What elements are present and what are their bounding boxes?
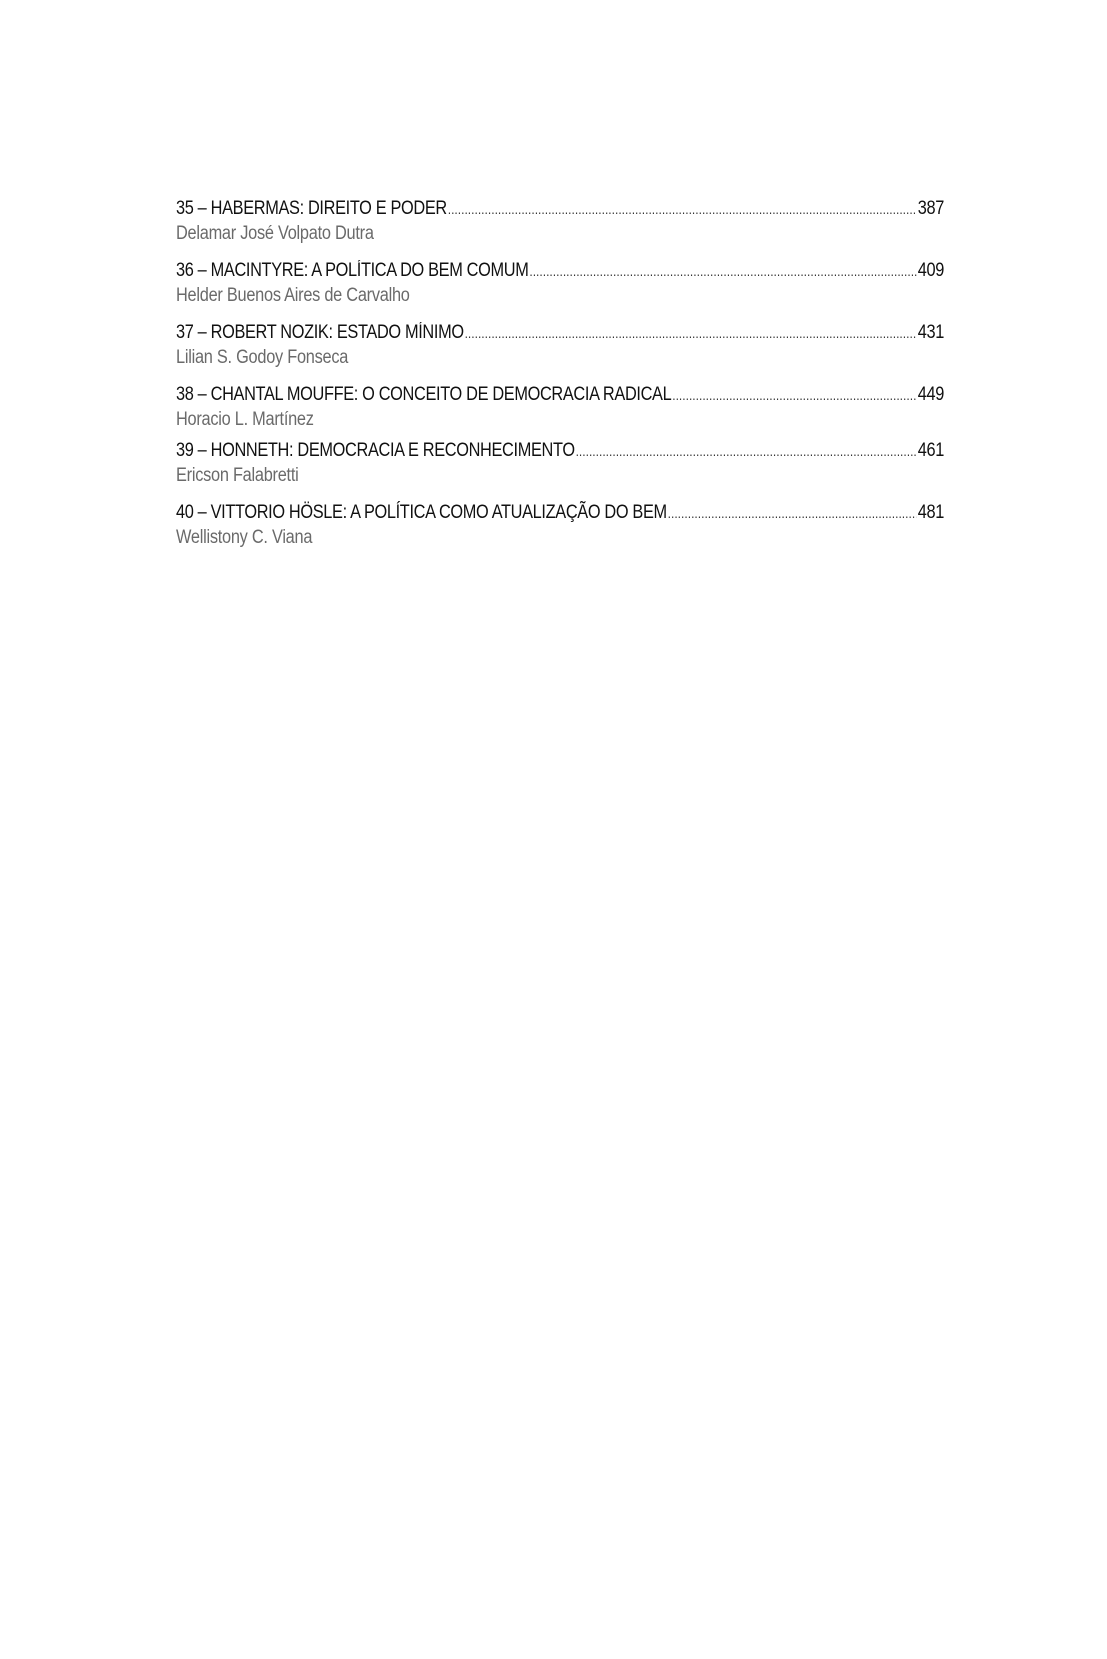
- dot-leader: [672, 382, 917, 408]
- dot-leader: [576, 438, 917, 464]
- table-of-contents: [176, 196, 944, 550]
- chapter-title: 38 – CHANTAL MOUFFE: O CONCEITO DE DEMOCRACIA RADICAL: [176, 384, 672, 405]
- page-number: 481: [917, 502, 944, 523]
- toc-entry-title-line[interactable]: [176, 320, 944, 346]
- page-number: 431: [917, 322, 944, 343]
- toc-entry: [176, 258, 944, 308]
- toc-entry: [176, 196, 944, 246]
- page-number: 449: [917, 384, 944, 405]
- toc-entry: [176, 382, 944, 432]
- page-number: 461: [917, 440, 944, 461]
- chapter-title: 39 – HONNETH: DEMOCRACIA E RECONHECIMENTO: [176, 440, 575, 461]
- chapter-author: Ericson Falabretti: [176, 465, 299, 486]
- toc-entry-title-line[interactable]: [176, 258, 944, 284]
- chapter-author: Wellistony C. Viana: [176, 527, 313, 548]
- toc-entry-title-line[interactable]: [176, 500, 944, 526]
- chapter-author: Horacio L. Martínez: [176, 409, 314, 430]
- chapter-title: 40 – VITTORIO HÖSLE: A POLÍTICA COMO ATUALIZAÇÃO DO BEM: [176, 502, 667, 523]
- dot-leader: [465, 320, 917, 346]
- dot-leader: [668, 500, 917, 526]
- toc-entry-title-line[interactable]: [176, 438, 944, 464]
- chapter-author: Helder Buenos Aires de Carvalho: [176, 285, 410, 306]
- chapter-author: Lilian S. Godoy Fonseca: [176, 347, 349, 368]
- chapter-author: Delamar José Volpato Dutra: [176, 223, 374, 244]
- page-number: 409: [917, 260, 944, 281]
- dot-leader: [529, 258, 917, 284]
- chapter-title: 37 – ROBERT NOZIK: ESTADO MÍNIMO: [176, 322, 464, 343]
- toc-entry-title-line[interactable]: [176, 196, 944, 222]
- chapter-title: 36 – MACINTYRE: A POLÍTICA DO BEM COMUM: [176, 260, 529, 281]
- chapter-title: 35 – HABERMAS: DIREITO E PODER: [176, 198, 447, 219]
- toc-entry: [176, 320, 944, 370]
- toc-entry: [176, 500, 944, 550]
- dot-leader: [448, 196, 917, 222]
- toc-entry: [176, 438, 944, 488]
- toc-entry-title-line[interactable]: [176, 382, 944, 408]
- page-number: 387: [917, 198, 944, 219]
